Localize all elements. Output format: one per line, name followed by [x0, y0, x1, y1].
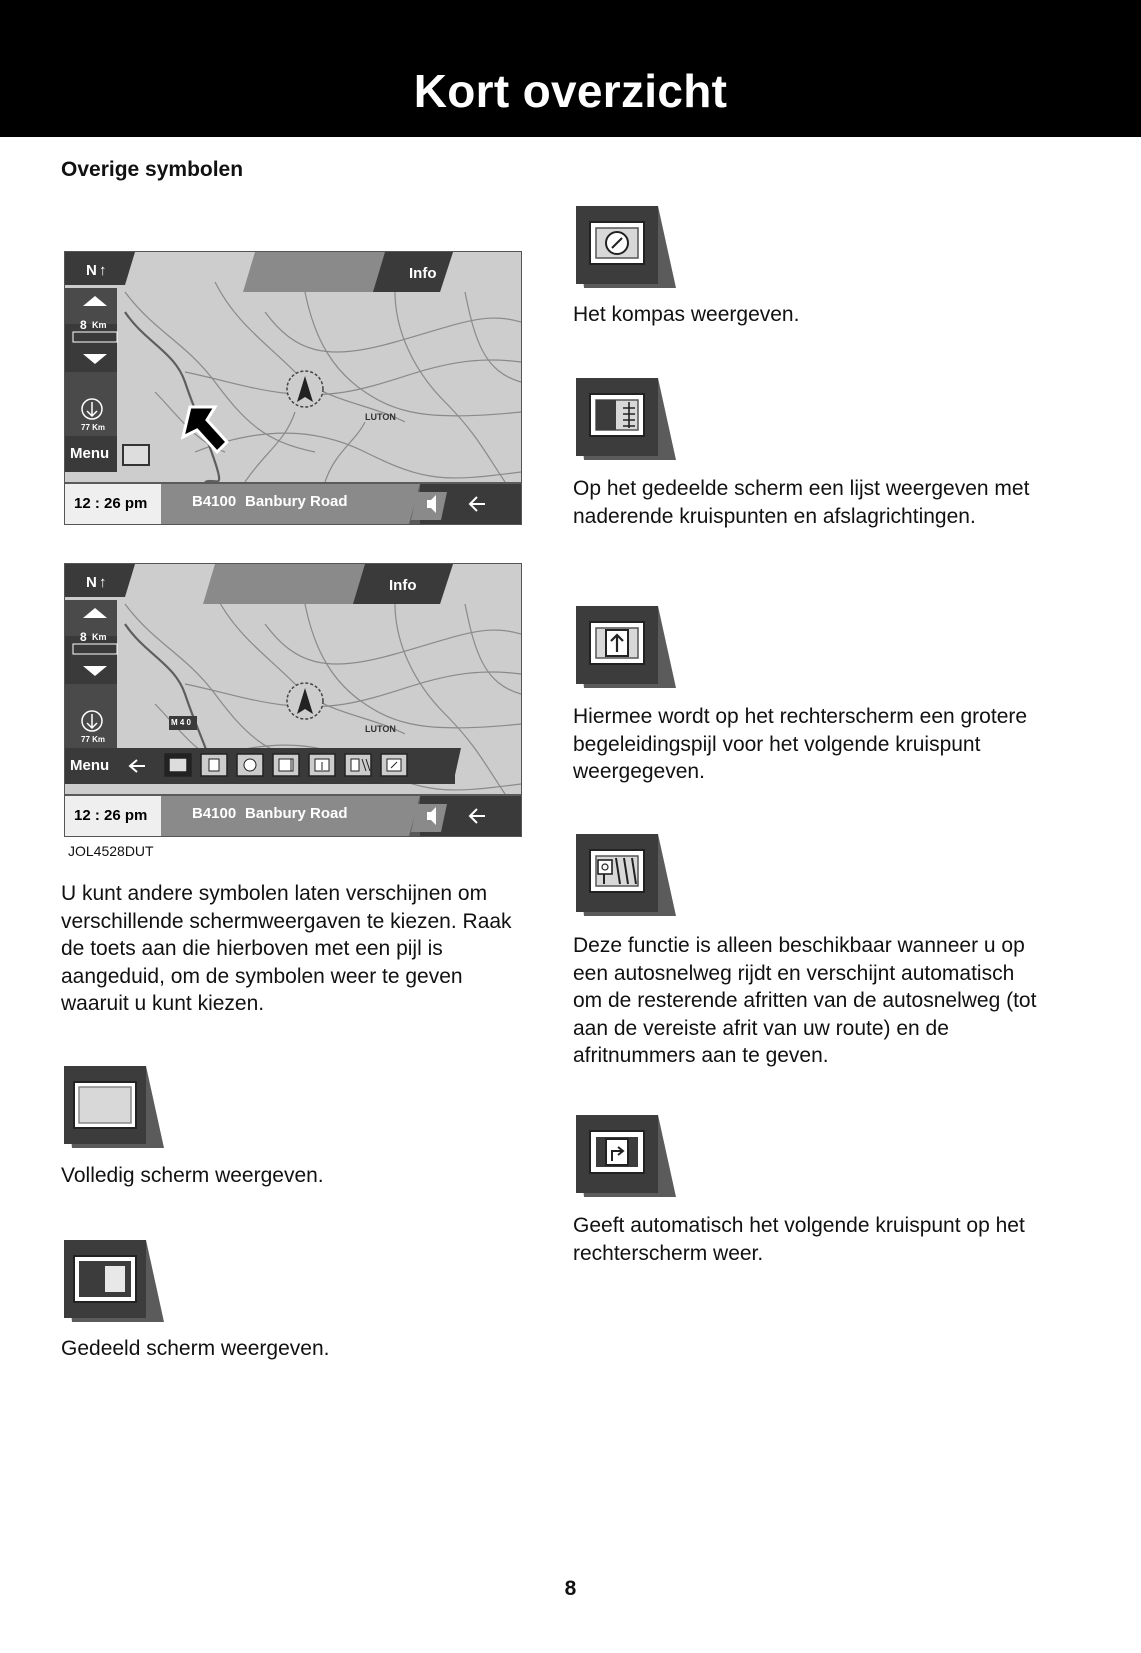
nav-map-graphic-b [65, 564, 521, 836]
road-name: Banbury Road [245, 805, 348, 822]
guidance-arrow-text: Hiermee wordt op het rechterscherm een grotere begeleidingspijl voor het volgende kruispunt weergegeven. [573, 705, 1028, 783]
motorway-label: M 4 0 [171, 718, 192, 727]
clock-time: 12 : 26 pm [74, 807, 148, 824]
scale-unit: Km [92, 632, 107, 642]
guidance-arrow-icon [576, 606, 676, 688]
junction-list-icon [576, 378, 676, 460]
scale-value: 8 [80, 630, 87, 644]
motorway-exits-icon [576, 834, 676, 916]
info-button[interactable]: Info [389, 577, 417, 594]
page-number: 8 [564, 1577, 577, 1600]
city-label: LUTON [365, 412, 396, 422]
auto-junction-icon [576, 1115, 676, 1197]
road-number: B4100 [192, 493, 237, 510]
menu-button[interactable]: Menu [70, 445, 110, 462]
motorway-exits-text: Deze functie is alleen beschikbaar wanneer u op een autosnelweg rijdt en verschijnt automatisch om de resterende afritten van de autosnelweg (tot aan de vereiste afrit van uw route) en de afritnummers aan te geven. [573, 934, 1037, 1067]
road-number: B4100 [192, 805, 237, 822]
north-up-label[interactable]: N [86, 574, 97, 591]
full-screen-icon [64, 1066, 164, 1148]
page-header [0, 0, 1141, 137]
intro-paragraph: U kunt andere symbolen laten verschijnen om verschillende schermweergaven te kiezen. Raak de toets aan die hierboven met een pijl is aangeduid, om de symbolen weer te geven waaruit u kunt kiezen. [61, 882, 512, 1015]
north-arrow-icon: ↑ [99, 262, 107, 279]
distance-label: 77 Km [81, 735, 106, 744]
menu-button[interactable]: Menu [70, 757, 110, 774]
section-title: Overige symbolen [61, 158, 244, 181]
full-screen-text: Volledig scherm weergeven. [61, 1164, 324, 1187]
scale-value: 8 [80, 318, 87, 332]
city-label: LUTON [365, 724, 396, 734]
clock-time: 12 : 26 pm [74, 495, 148, 512]
info-button[interactable]: Info [409, 265, 437, 282]
junction-list-text: Op het gedeelde scherm een lijst weergeven met naderende kruispunten en afslagrichtingen. [573, 477, 1030, 528]
compass-icon [576, 206, 676, 288]
nav-screen-with-symbols [64, 563, 522, 837]
page-title: Kort overzicht [413, 65, 728, 117]
split-screen-icon [64, 1240, 164, 1322]
road-name: Banbury Road [245, 493, 348, 510]
north-arrow-icon: ↑ [99, 574, 107, 591]
figure-code: JOL4528DUT [68, 843, 154, 859]
distance-label: 77 Km [81, 423, 106, 432]
scale-unit: Km [92, 320, 107, 330]
north-up-label[interactable]: N [86, 262, 97, 279]
auto-junction-text: Geeft automatisch het volgende kruispunt op het rechterscherm weer. [573, 1214, 1025, 1265]
compass-text: Het kompas weergeven. [573, 303, 800, 326]
split-screen-text: Gedeeld scherm weergeven. [61, 1337, 330, 1360]
nav-map-graphic [65, 252, 521, 524]
nav-screen-normal [64, 251, 522, 525]
